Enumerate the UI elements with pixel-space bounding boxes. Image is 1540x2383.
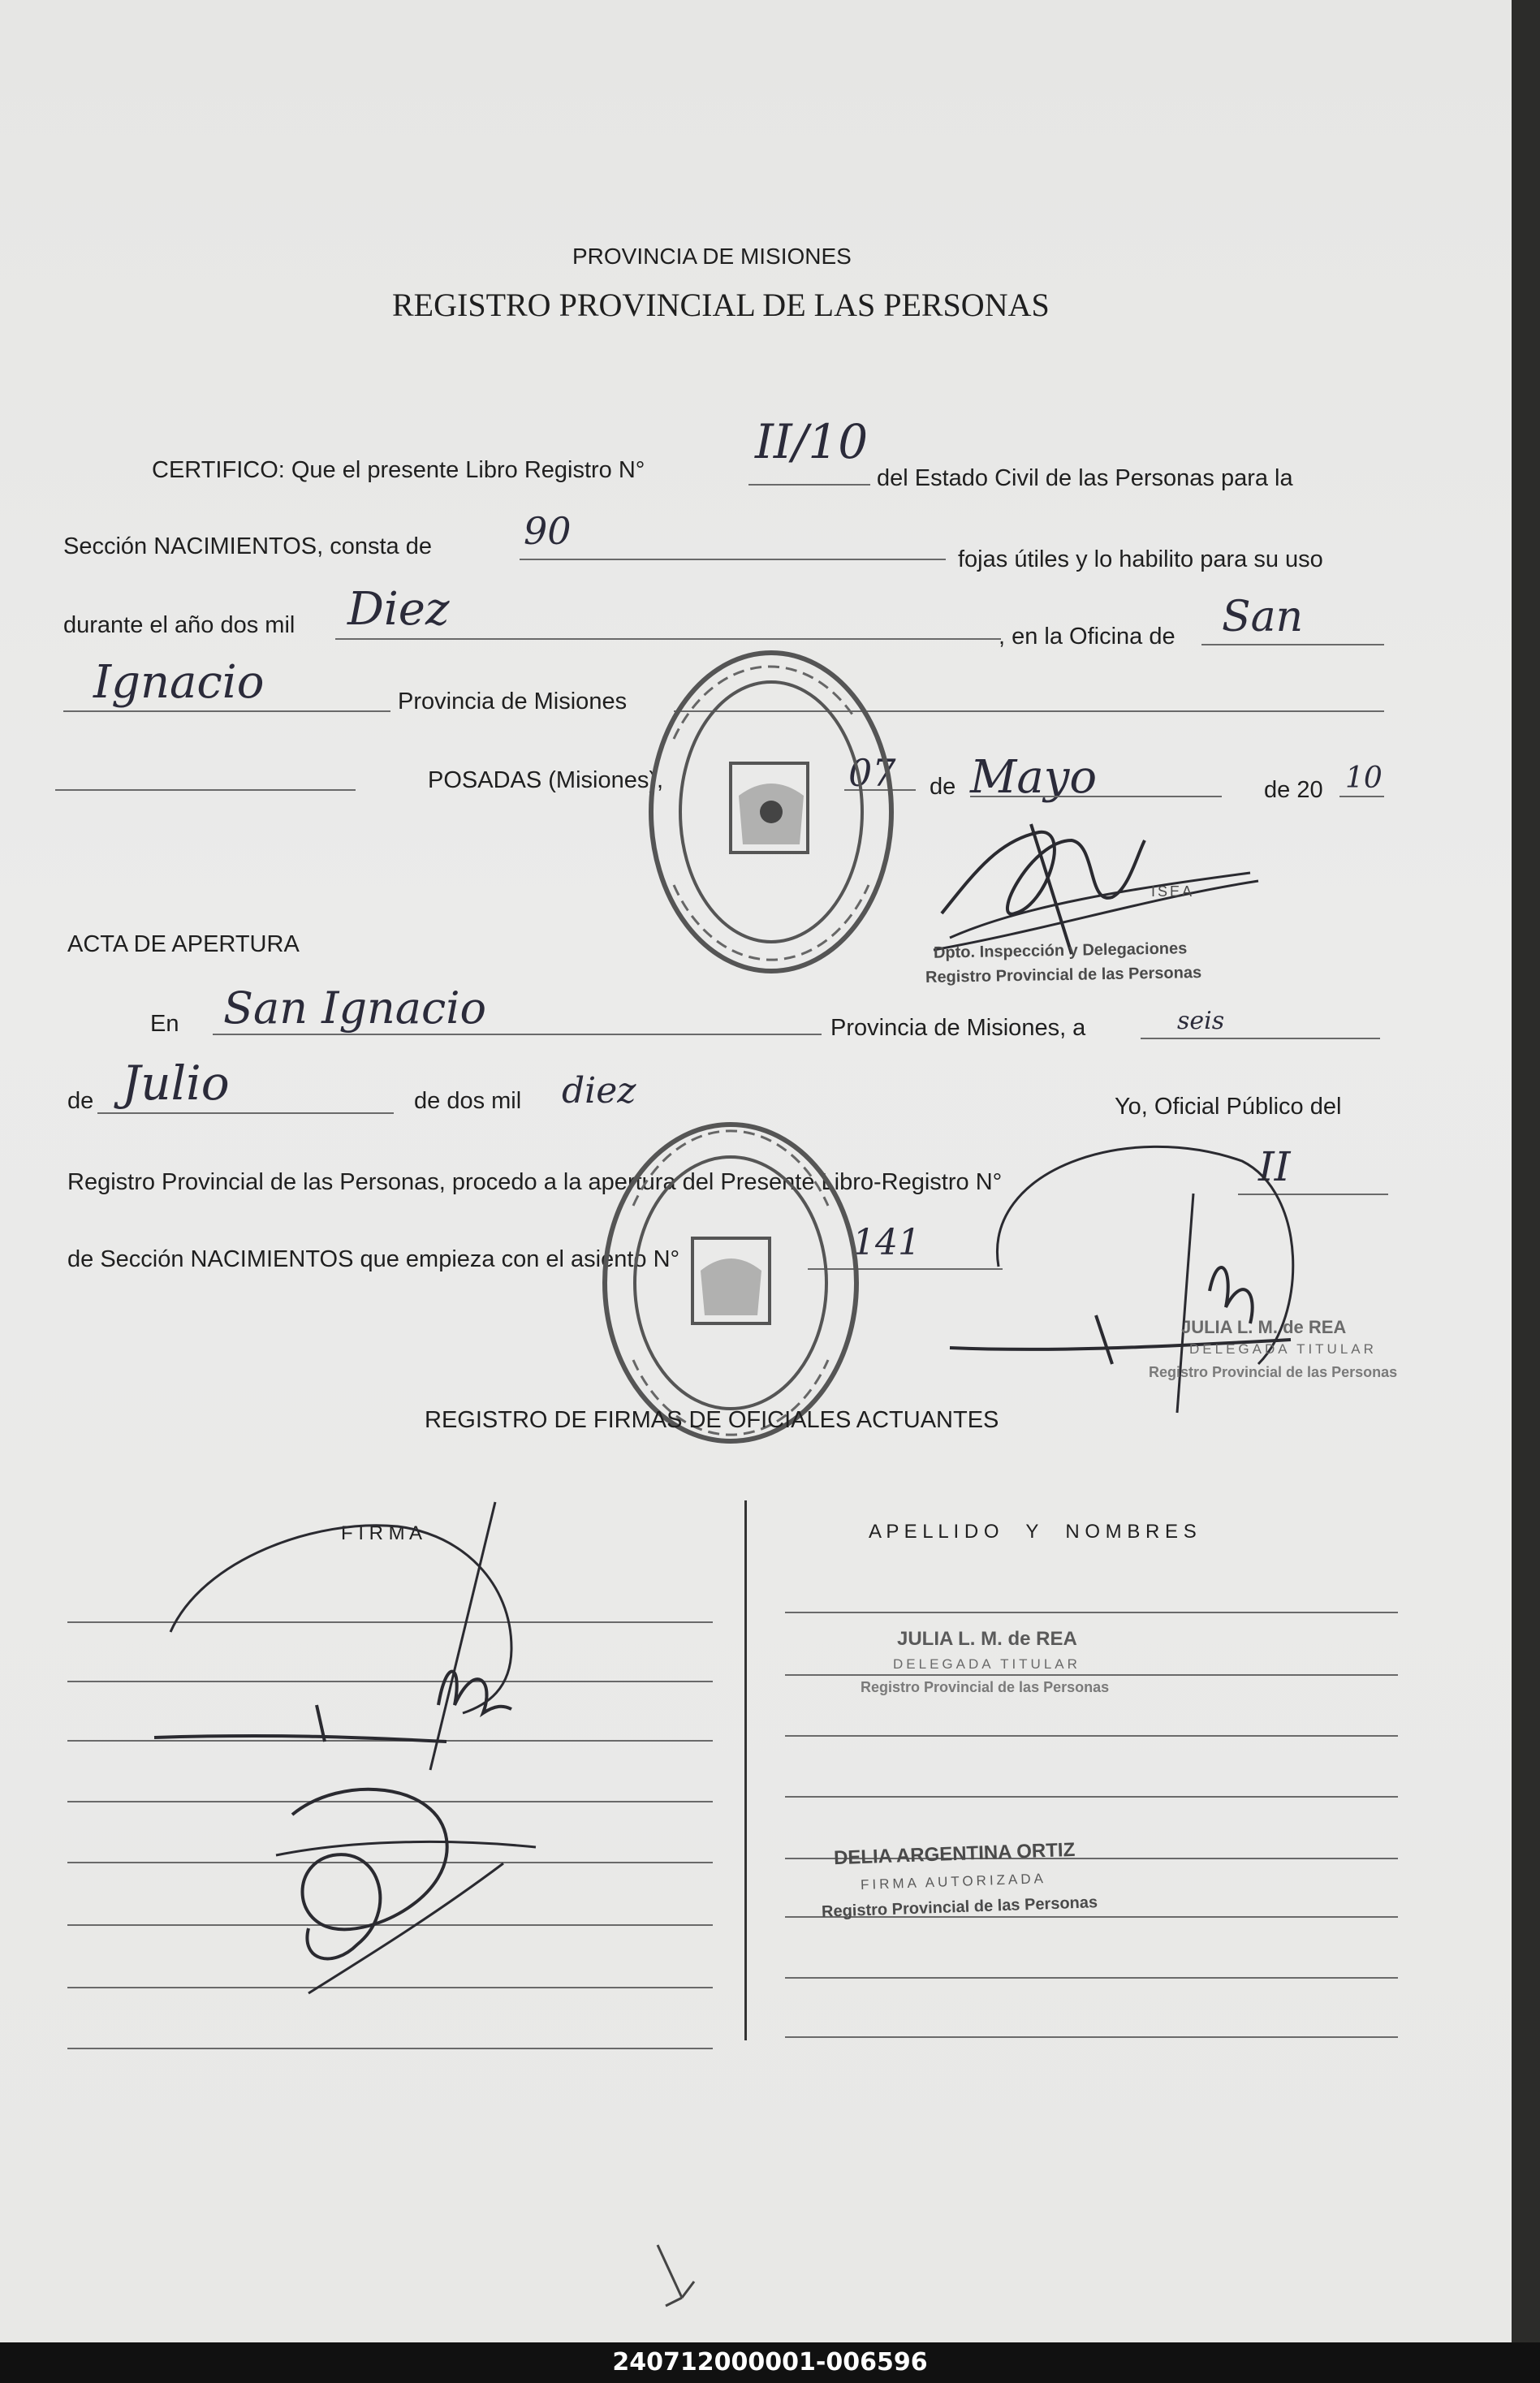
posadas-label: POSADAS (Misiones), [428, 767, 664, 793]
oficina-handwritten-2: Ignacio [93, 656, 265, 709]
firma-column-header: F I R M A [341, 1522, 423, 1544]
ink-mark [649, 2241, 698, 2314]
acta-de-label: de [67, 1088, 94, 1114]
anio-handwritten: Diez [347, 583, 450, 636]
anio20-line [1339, 796, 1384, 797]
oficina2-line [63, 710, 390, 712]
stamp2-role: DELEGADA TITULAR [1189, 1341, 1377, 1357]
column-divider [744, 1500, 747, 2040]
stamp2-org: Registro Provincial de las Personas [1149, 1364, 1398, 1380]
anio-sufijo-handwritten: 10 [1345, 762, 1383, 795]
acta-en-label: En [150, 1011, 179, 1037]
fojas-label: fojas útiles y lo habilito para su uso [958, 546, 1323, 572]
province-heading: PROVINCIA DE MISIONES [572, 244, 852, 269]
entry1-name: JULIA L. M. de REA [897, 1628, 1077, 1650]
acta-localidad-line [213, 1034, 822, 1035]
mes-line [970, 796, 1222, 797]
libro-number-line [748, 484, 870, 486]
entry2-role: FIRMA AUTORIZADA [860, 1871, 1047, 1893]
apellido-line-7 [785, 1977, 1398, 1979]
firmas-title: REGISTRO DE FIRMAS DE OFICIALES ACTUANTES [425, 1407, 999, 1433]
fojas-line [520, 559, 946, 560]
acta-dia-line [1141, 1038, 1380, 1039]
oficina-line [1201, 644, 1384, 645]
oficina-handwritten-1: San [1222, 593, 1304, 641]
anio20-label: de 20 [1264, 777, 1323, 803]
estado-civil-label: del Estado Civil de las Personas para la [877, 465, 1293, 491]
acta-anio-handwritten: diez [562, 1070, 636, 1112]
apellido-line-4 [785, 1796, 1398, 1798]
apellido-line-2 [785, 1674, 1398, 1676]
fojas-number-handwritten: 90 [524, 509, 572, 553]
entry2-org: Registro Provincial de las Personas [821, 1893, 1098, 1921]
acta-mes-line [97, 1112, 394, 1114]
acta-registro-text: Registro Provincial de las Personas, procedo a la apertura del Presente Libro-Registro N° [67, 1169, 1003, 1195]
acta-seccion-text: de Sección NACIMIENTOS que empieza con el asiento N° [67, 1246, 680, 1272]
stamp1-line1: Dpto. Inspección y Delegaciones [933, 939, 1188, 962]
acta-provincia-label: Provincia de Misiones, a [830, 1015, 1086, 1041]
barcode-caption: 240712000001-006596 [0, 2342, 1540, 2383]
entry2-name: DELIA ARGENTINA ORTIZ [833, 1838, 1076, 1870]
acta-localidad-handwritten: San Ignacio [223, 982, 487, 1034]
anio-line [335, 638, 1001, 640]
de-label: de [930, 774, 956, 800]
blank-line [55, 789, 356, 791]
certifico-label: CERTIFICO: Que el presente Libro Registro N° [152, 457, 645, 483]
provincia-label: Provincia de Misiones [398, 689, 628, 714]
apellido-line-3 [785, 1735, 1398, 1737]
acta-libro-handwritten: II [1258, 1143, 1291, 1190]
seccion-label: Sección NACIMIENTOS, consta de [63, 533, 432, 559]
libro-number-handwritten: II/10 [755, 414, 869, 469]
anio-label: durante el año dos mil [63, 612, 295, 638]
stamp1-fragment: ISEA [1151, 883, 1195, 900]
san-ignacio-seal-stamp [597, 1116, 865, 1449]
firma-signature-1 [154, 1494, 528, 1786]
registry-heading: REGISTRO PROVINCIAL DE LAS PERSONAS [392, 287, 1050, 323]
firma-signature-2 [260, 1766, 552, 2010]
apellido-line-8 [785, 2036, 1398, 2038]
entry1-org: Registro Provincial de las Personas [861, 1679, 1110, 1695]
acta-mes-handwritten: Julio [122, 1056, 230, 1111]
acta-oficial-label: Yo, Oficial Público del [1115, 1094, 1342, 1120]
acta-title: ACTA DE APERTURA [67, 931, 300, 957]
acta-asiento-handwritten: 141 [852, 1222, 921, 1263]
page-edge-shadow [1512, 0, 1540, 2342]
mes-handwritten: Mayo [970, 751, 1098, 804]
entry1-role: DELEGADA TITULAR [893, 1656, 1081, 1672]
stamp1-line2: Registro Provincial de las Personas [925, 964, 1202, 986]
ministerio-seal-stamp [641, 641, 901, 982]
apellido-line-1 [785, 1612, 1398, 1613]
firma-line-8 [67, 2048, 713, 2049]
acta-dia-handwritten: seis [1177, 1007, 1225, 1035]
apellido-column-header: A P E L L I D O Y N O M B R E S [869, 1521, 1197, 1543]
stamp2-name: JULIA L. M. de REA [1181, 1317, 1347, 1337]
acta-dos-mil-label: de dos mil [414, 1088, 522, 1114]
dia-handwritten: 07 [848, 751, 896, 795]
oficina-label: , en la Oficina de [999, 624, 1175, 650]
